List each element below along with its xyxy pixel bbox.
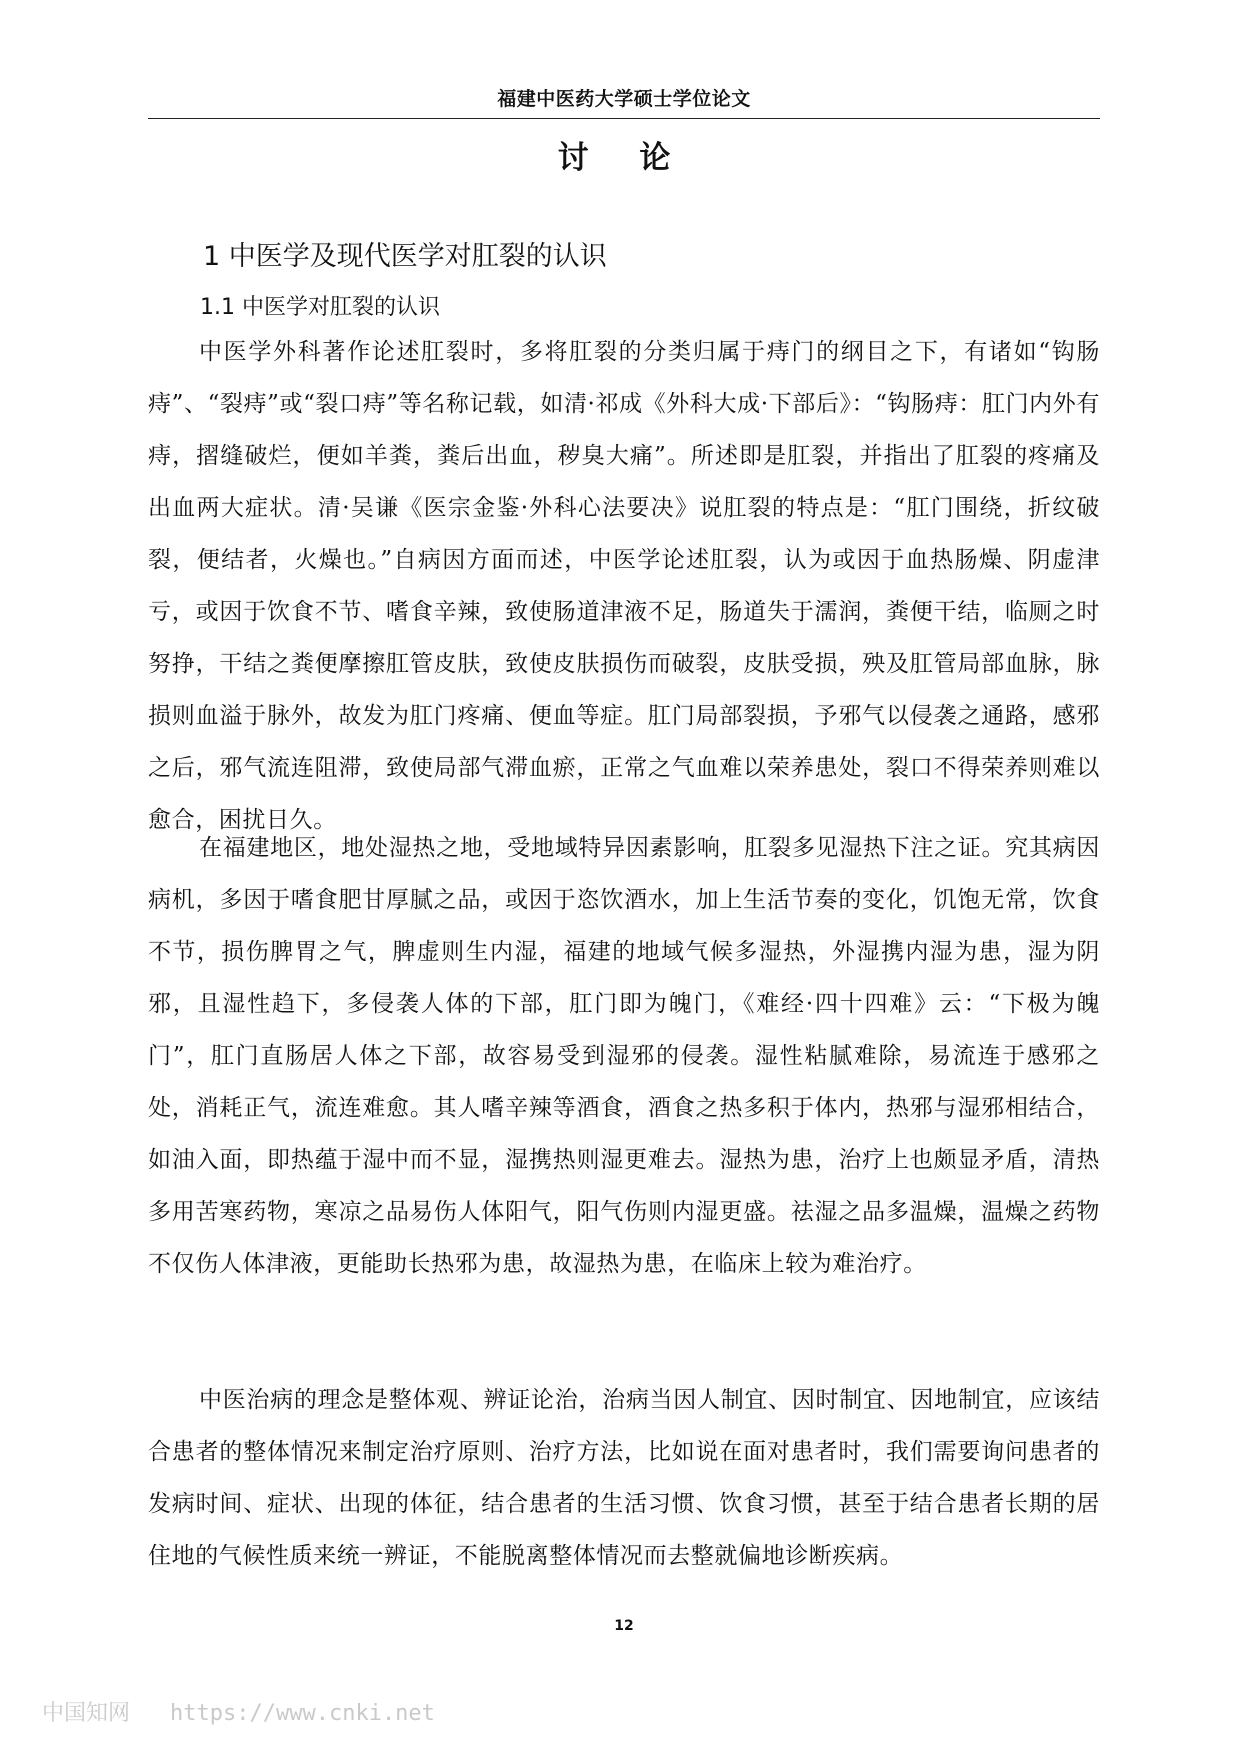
body-paragraph: 中医学外科著作论述肛裂时，多将肛裂的分类归属于痔门的纲目之下，有诸如“钩肠痔”、“裂痔”或“裂口痔”等名称记载，如清·祁成《外科大成·下部后》：“钩肠痔：肛门内外有痔，摺缝破烂，便如羊粪，粪后出血，秽臭大痛”。所述即是肛裂，并指出了肛裂的疼痛及出血两大症状。清·吴谦《医宗金鉴·外科心法要决》说肛裂的特点是：“肛门围绕，折纹破裂，便结者，火燥也。”自病因方面而述，中医学论述肛裂，认为或因于血热肠燥、阴虚津亏，或因于饮食不节、嗜食辛辣，致使肠道津液不足，肠道失于濡润，粪便干结，临厕之时努挣，干结之粪便摩擦肛管皮肤，致使皮肤损伤而破裂，皮肤受损，殃及肛管局部血脉，脉损则血溢于脉外，故发为肛门疼痛、便血等症。肛门局部裂损，予邪气以侵袭之通路，感邪之后，邪气流连阻滞，致使局部气滞血瘀，正常之气血难以荣养患处，裂口不得荣养则难以愈合，困扰日久。 (148, 339, 1100, 833)
section-heading: 1 中医学及现代医学对肛裂的认识 (203, 241, 607, 272)
watermark-url: https://www.cnki.net (170, 1701, 435, 1726)
watermark (42, 1696, 475, 1727)
page-number: 12 (614, 1618, 634, 1634)
watermark-site-name: 中国知网 (42, 1701, 131, 1726)
page-title: 讨 论 (557, 140, 691, 176)
subsection-heading: 1.1 中医学对肛裂的认识 (200, 295, 440, 320)
body-paragraph: 在福建地区，地处湿热之地，受地域特异因素影响，肛裂多见湿热下注之证。究其病因病机，多因于嗜食肥甘厚腻之品，或因于恣饮酒水，加上生活节奏的变化，饥饱无常，饮食不节，损伤脾胃之气，脾虚则生内湿，福建的地域气候多湿热，外湿携内湿为患，湿为阴邪，且湿性趋下，多侵袭人体的下部，肛门即为魄门，《难经·四十四难》云：“下极为魄门”，肛门直肠居人体之下部，故容易受到湿邪的侵袭。湿性粘腻难除，易流连于感邪之处，消耗正气，流连难愈。其人嗜辛辣等酒食，酒食之热多积于体内，热邪与湿邪相结合，如油入面，即热蕴于湿中而不显，湿携热则湿更难去。湿热为患，治疗上也颇显矛盾，清热多用苦寒药物，寒凉之品易伤人体阳气，阳气伤则内湿更盛。祛湿之品多温燥，温燥之药物不仅伤人体津液，更能助长热邪为患，故湿热为患，在临床上较为难治疗。 (148, 835, 1100, 1277)
running-header: 福建中医药大学硕士学位论文 (497, 88, 751, 110)
body-paragraph: 中医治病的理念是整体观、辨证论治，治病当因人制宜、因时制宜、因地制宜，应该结合患者的整体情况来制定治疗原则、治疗方法，比如说在面对患者时，我们需要询问患者的发病时间、症状、出现的体征，结合患者的生活习惯、饮食习惯，甚至于结合患者长期的居住地的气候性质来统一辨证，不能脱离整体情况而去整就偏地诊断疾病。 (148, 1387, 1100, 1569)
header-rule (148, 118, 1100, 119)
